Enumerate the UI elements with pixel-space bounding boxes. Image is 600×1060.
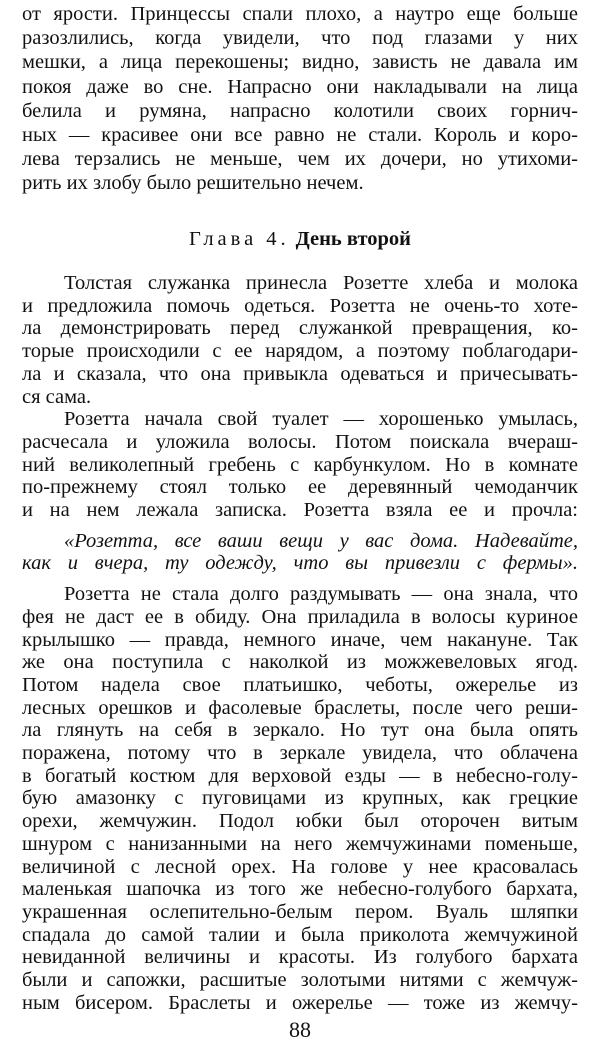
text-line: Толстая служанка принесла Розетте хлеба и молока	[64, 272, 578, 294]
text-line: белила и румяна, напрасно колотили своих горнич-	[22, 99, 578, 122]
text-line: были и сапожки, расшитые золотыми нитями с жемчуж-	[22, 969, 578, 992]
text-line: как и вчера, ту одежду, что вы привезли с фермы».	[22, 552, 578, 575]
text-line: от ярости. Принцессы спали плохо, а наутро еще больше	[22, 3, 578, 25]
text-line: лесных орешков и фасолевые браслеты, после чего реши-	[22, 696, 578, 719]
quoted-note	[22, 530, 578, 575]
paragraph-gap	[22, 575, 578, 583]
text-line: бую амазонку с пуговицами из крупных, как грецкие	[22, 787, 578, 810]
text-line: покоя даже во сне. Напрасно они накладывали на лица	[22, 75, 578, 98]
text-line: ся сама.	[22, 385, 92, 408]
text-block-main	[22, 272, 578, 1015]
text-line: торые происходили с ее нарядом, а поэтому поблагодари-	[22, 340, 578, 363]
text-line: маленькая шапочка из того же небесно-голубого бархата,	[22, 878, 578, 901]
text-line: ний великолепный гребень с карбункулом. Но в комнате	[22, 453, 578, 476]
text-line: и на нем лежала записка. Розетта взяла ее и прочла:	[22, 499, 578, 522]
page-number: 88	[289, 1017, 311, 1042]
text-line: невиданной величины и красоты. Из голубого бархата	[22, 946, 578, 969]
chapter-heading	[0, 228, 600, 251]
text-line: ла глянуть на себя в зеркало. Но тут она была опять	[22, 719, 578, 742]
text-line: поражена, потому что в зеркале увидела, что облачена	[22, 742, 578, 765]
paragraph	[22, 2, 578, 196]
text-line: мешки, а лица перекошены; видно, зависть не давала им	[22, 51, 578, 74]
text-line: орехи, жемчужин. Подол юбки был оторочен витым	[22, 810, 578, 833]
text-line: «Розетта, все ваши вещи у вас дома. Надевайте,	[64, 529, 578, 552]
text-line: по-прежнему стоял только ее деревянный чемоданчик	[22, 476, 578, 499]
text-line: ла демонстрировать перед служанкой превращения, ко-	[22, 317, 578, 340]
text-line: спадала до самой талии и была приколота жемчужиной	[22, 923, 578, 946]
text-line: в богатый костюм для верховой езды — в небесно-голу-	[22, 764, 578, 787]
text-line: Розетта не стала долго раздумывать — она знала, что	[64, 583, 578, 606]
paragraph	[22, 272, 578, 408]
paragraph-gap	[22, 522, 578, 530]
text-line: украшенная ослепительно-белым пером. Вуаль шляпки	[22, 900, 578, 923]
text-line: ных — красивее они все равно не стали. Король и коро-	[22, 124, 578, 147]
text-line: лева терзались не меньше, чем их дочери, но утихоми-	[22, 148, 578, 171]
text-line: Потом надела свое платьишко, чеботы, ожерелье из	[22, 673, 578, 696]
text-line: Розетта начала свой туалет — хорошенько умылась,	[64, 408, 578, 431]
text-line: и предложила помочь одеться. Розетта не очень-то хоте-	[22, 294, 578, 317]
text-line: крылышко — правда, немного иначе, чем накануне. Так	[22, 628, 578, 651]
text-line: разозлились, когда увидели, что под глазами у них	[22, 27, 578, 50]
chapter-title: День второй	[295, 228, 411, 250]
text-line: же она поступила с наколкой из можжевеловых ягод.	[22, 651, 578, 674]
paragraph	[22, 408, 578, 522]
text-line: величиной с лесной орех. На голове у нее красовалась	[22, 855, 578, 878]
text-line: рить их злобу было решительно нечем.	[22, 172, 364, 195]
text-block-top	[22, 2, 578, 196]
text-line: ла и сказала, что она привыкла одеваться и причесывать-	[22, 362, 578, 385]
text-line: расчесала и уложила волосы. Потом поискала вчераш-	[22, 430, 578, 453]
paragraph	[22, 583, 578, 1014]
chapter-label: Глава 4.	[189, 228, 290, 250]
text-line: фея не даст ее в обиду. Она приладила в волосы куриное	[22, 605, 578, 628]
text-line: ным бисером. Браслеты и ожерелье — тоже из жемчу-	[22, 991, 578, 1014]
text-line: шнуром с нанизанными на него жемчужинами поменьше,	[22, 832, 578, 855]
